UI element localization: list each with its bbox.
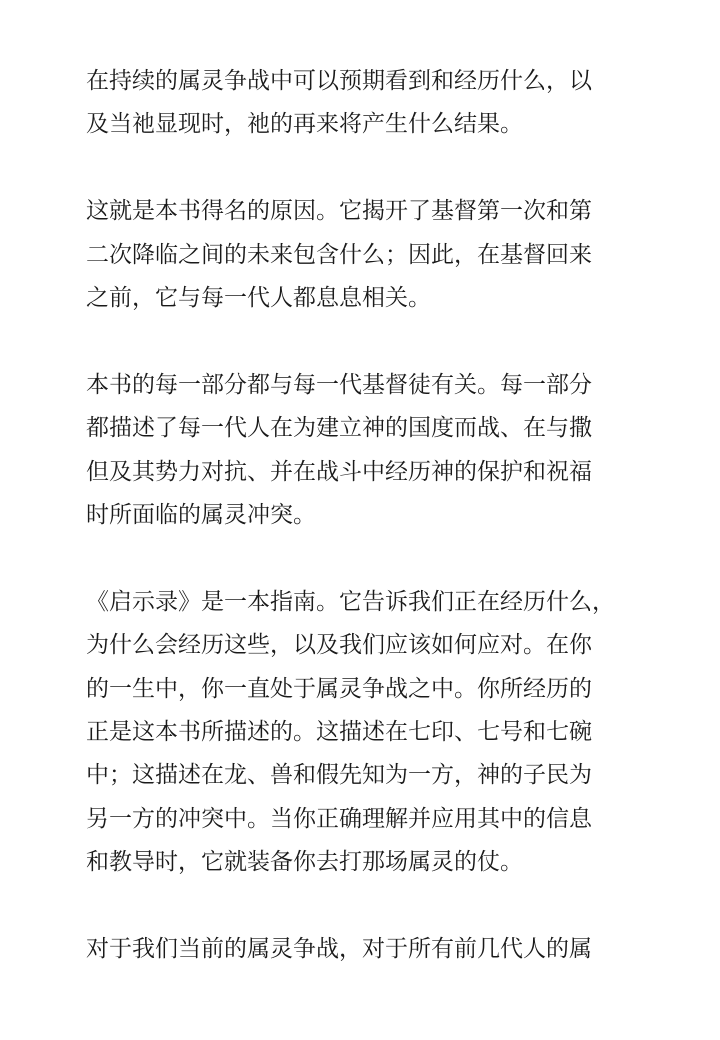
paragraph-1 xyxy=(86,60,626,147)
paragraph-3 xyxy=(86,364,626,538)
text-line: 的一生中，你一直处于属灵争战之中。你所经历的 xyxy=(86,675,592,702)
text-line: 之前，它与每一代人都息息相关。 xyxy=(86,285,431,312)
paragraph-2 xyxy=(86,190,626,320)
text-line: 另一方的冲突中。当你正确理解并应用其中的信息 xyxy=(86,805,592,832)
text-line: 二次降临之间的未来包含什么；因此，在基督回来 xyxy=(86,241,592,268)
paragraph-5 xyxy=(86,928,626,971)
text-line: 对于我们当前的属灵争战，对于所有前几代人的属 xyxy=(86,936,592,963)
text-line: 《启示录》是一本指南。它告诉我们正在经历什么， xyxy=(86,588,615,615)
text-line: 但及其势力对抗、并在战斗中经历神的保护和祝福 xyxy=(86,458,592,485)
text-line: 时所面临的属灵冲突。 xyxy=(86,502,316,529)
text-line: 及当祂显现时，祂的再来将产生什么结果。 xyxy=(86,111,523,138)
text-line: 在持续的属灵争战中可以预期看到和经历什么，以 xyxy=(86,68,592,94)
text-line: 中；这描述在龙、兽和假先知为一方，神的子民为 xyxy=(86,762,592,789)
text-line: 正是这本书所描述的。这描述在七印、七号和七碗 xyxy=(86,719,592,746)
text-line: 为什么会经历这些，以及我们应该如何应对。在你 xyxy=(86,632,592,659)
text-line: 这就是本书得名的原因。它揭开了基督第一次和第 xyxy=(86,198,592,225)
text-line: 和教导时，它就装备你去打那场属灵的仗。 xyxy=(86,849,523,876)
article-body xyxy=(86,60,626,1015)
text-line: 都描述了每一代人在为建立神的国度而战、在与撒 xyxy=(86,415,592,442)
text-line: 本书的每一部分都与每一代基督徒有关。每一部分 xyxy=(86,371,592,398)
paragraph-4 xyxy=(86,581,626,885)
